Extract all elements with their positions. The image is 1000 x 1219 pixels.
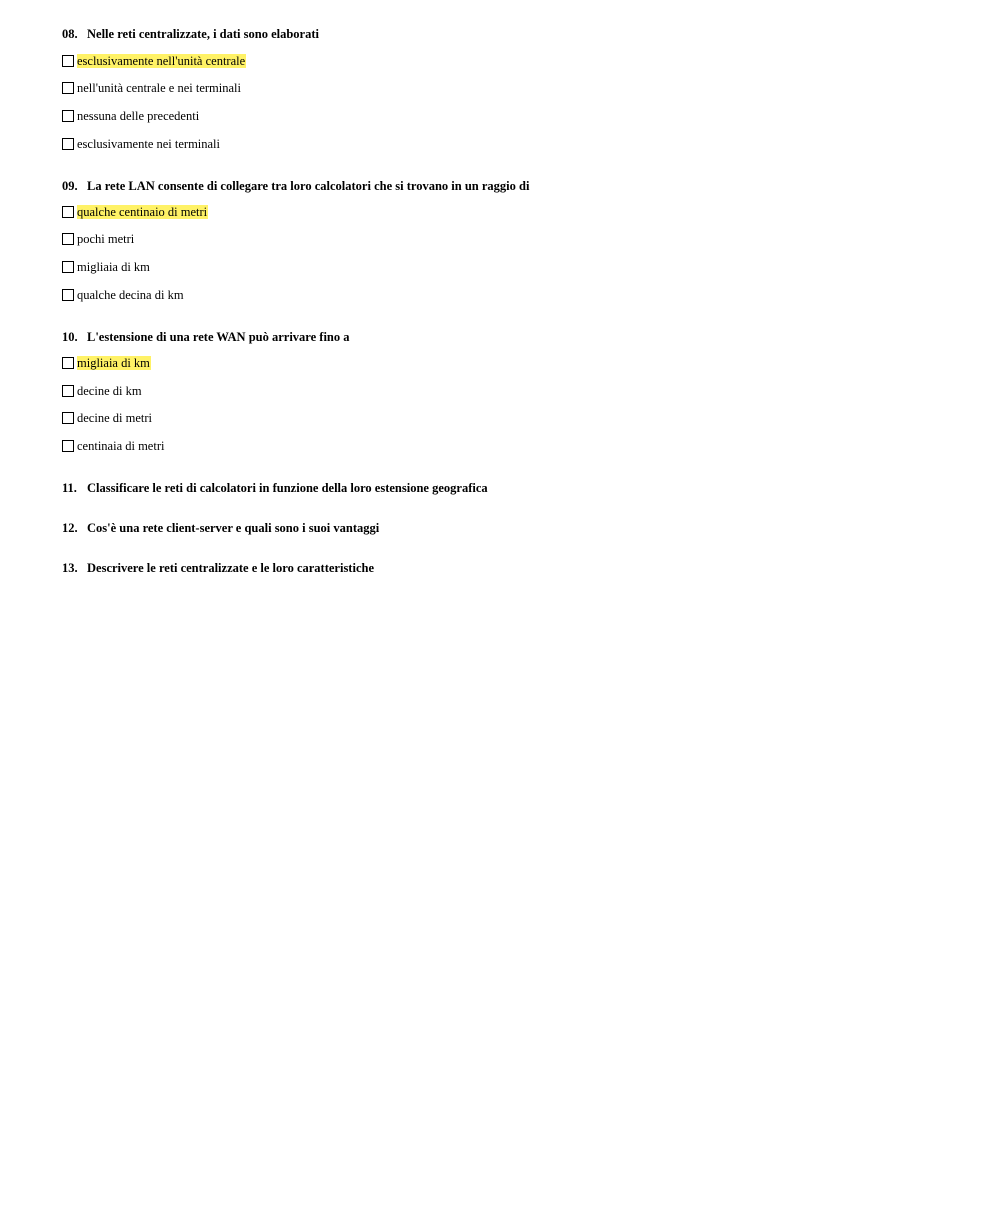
checkbox[interactable] [62, 357, 74, 369]
option-text: qualche decina di km [77, 288, 184, 302]
question-text: La rete LAN consente di collegare tra loro calcolatori che si trovano in un raggio di [87, 179, 530, 193]
question-10-option-3[interactable] [62, 410, 153, 426]
option-text: migliaia di km [77, 356, 150, 370]
question-12 [62, 520, 379, 536]
question-10-option-1[interactable] [62, 355, 151, 371]
question-08-option-3[interactable] [62, 108, 200, 124]
question-13 [62, 560, 374, 576]
question-10-option-4[interactable] [62, 438, 165, 454]
option-text: nessuna delle precedenti [77, 109, 200, 123]
checkbox[interactable] [62, 55, 74, 67]
question-text: Descrivere le reti centralizzate e le loro caratteristiche [87, 561, 374, 575]
checkbox[interactable] [62, 440, 74, 452]
question-10-option-2[interactable] [62, 383, 143, 399]
question-09-option-2[interactable] [62, 231, 135, 247]
question-number: 09. [62, 179, 78, 193]
question-08-option-1[interactable] [62, 53, 246, 69]
option-text: centinaia di metri [77, 439, 165, 453]
question-number: 11. [62, 481, 77, 495]
option-text: pochi metri [77, 232, 135, 246]
option-text: nell'unità centrale e nei terminali [77, 81, 241, 95]
checkbox[interactable] [62, 289, 74, 301]
checkbox[interactable] [62, 138, 74, 150]
question-08-option-2[interactable] [62, 80, 242, 96]
question-text: Cos'è una rete client-server e quali sono i suoi vantaggi [87, 521, 380, 535]
checkbox[interactable] [62, 110, 74, 122]
checkbox[interactable] [62, 233, 74, 245]
question-text: Classificare le reti di calcolatori in funzione della loro estensione geografica [87, 481, 488, 495]
question-08-option-4[interactable] [62, 136, 221, 152]
checkbox[interactable] [62, 82, 74, 94]
question-09-option-3[interactable] [62, 259, 151, 275]
question-number: 12. [62, 521, 78, 535]
option-text: decine di km [77, 384, 142, 398]
checkbox[interactable] [62, 261, 74, 273]
question-11 [62, 480, 488, 496]
question-number: 08. [62, 27, 78, 41]
question-09-option-1[interactable] [62, 204, 208, 220]
checkbox[interactable] [62, 385, 74, 397]
checkbox[interactable] [62, 206, 74, 218]
question-text: Nelle reti centralizzate, i dati sono elaborati [87, 27, 319, 41]
option-text: qualche centinaio di metri [77, 205, 208, 219]
option-text: esclusivamente nei terminali [77, 137, 221, 151]
question-text: L'estensione di una rete WAN può arrivare fino a [87, 330, 350, 344]
question-08 [62, 26, 319, 42]
option-text: decine di metri [77, 411, 152, 425]
option-text: esclusivamente nell'unità centrale [77, 54, 246, 68]
question-number: 13. [62, 561, 78, 575]
option-text: migliaia di km [77, 260, 150, 274]
question-number: 10. [62, 330, 78, 344]
question-09 [62, 178, 529, 194]
checkbox[interactable] [62, 412, 74, 424]
question-09-option-4[interactable] [62, 287, 185, 303]
question-10 [62, 329, 350, 345]
